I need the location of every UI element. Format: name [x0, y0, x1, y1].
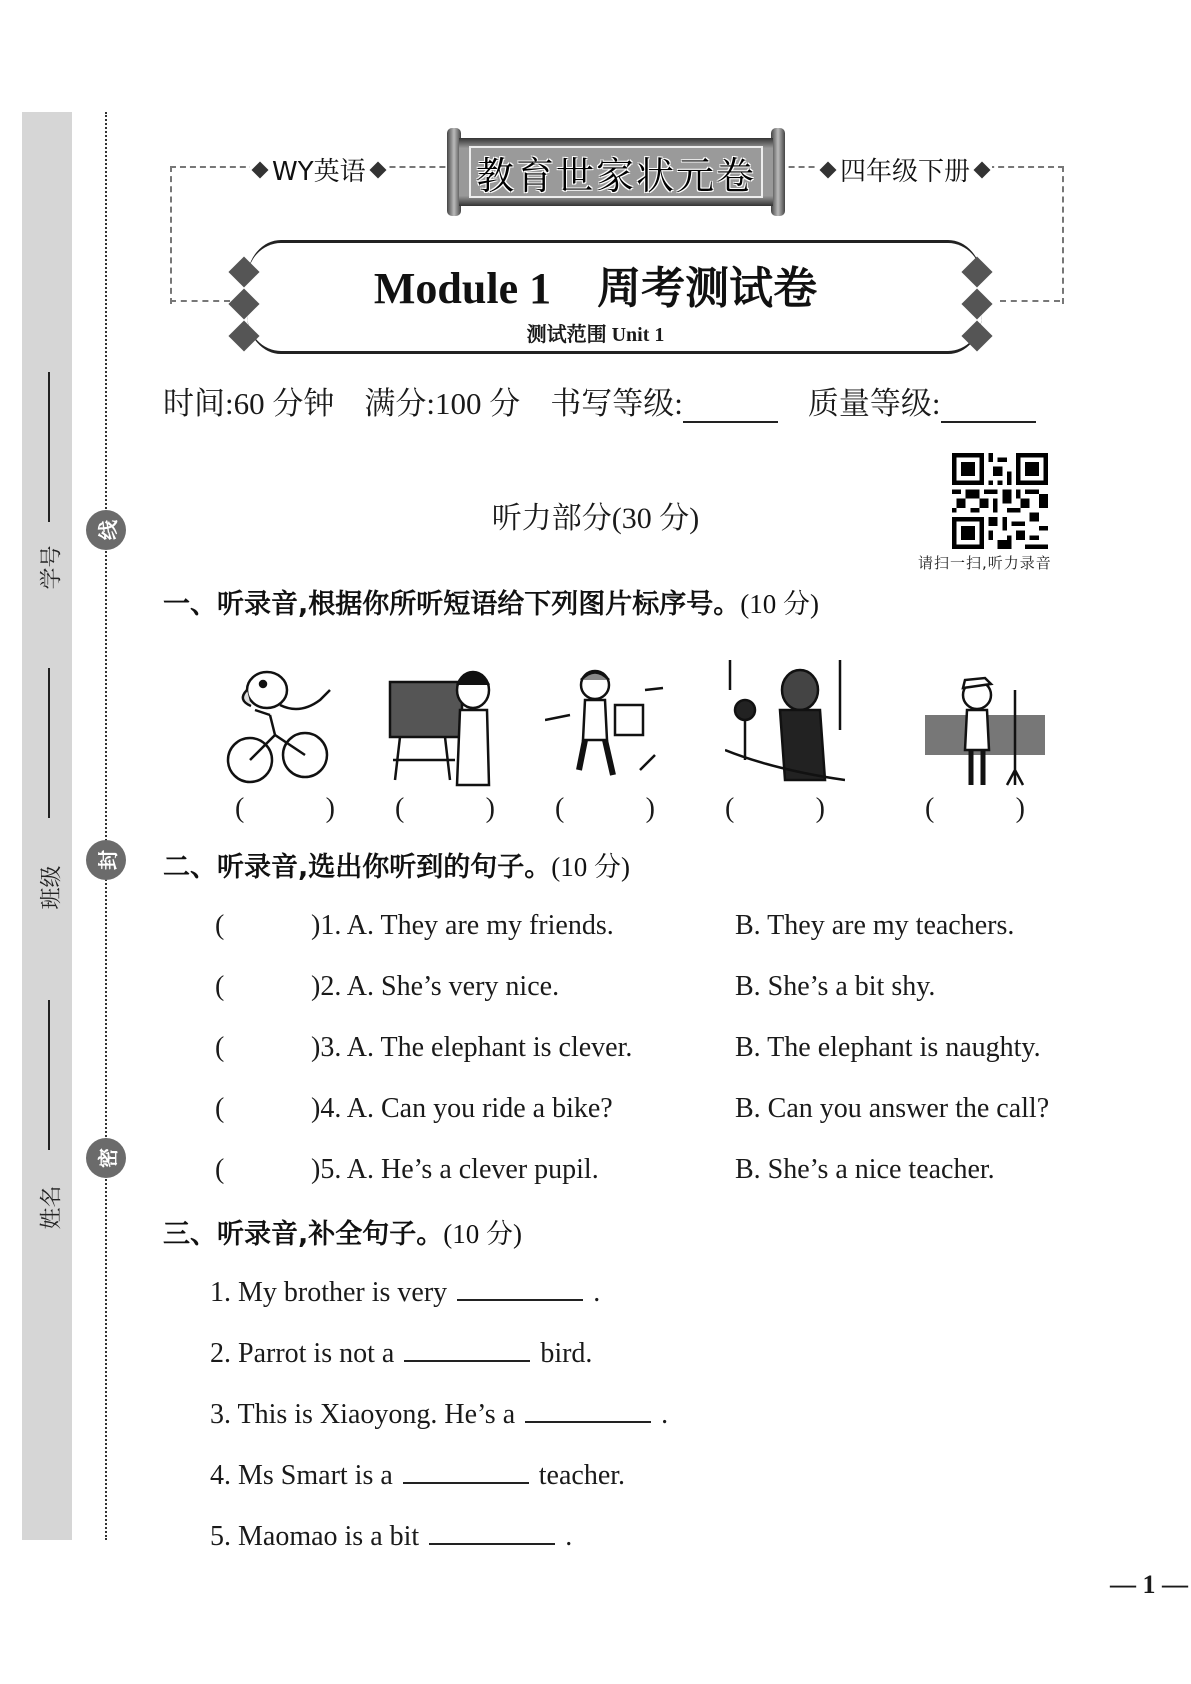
woman-answering-phone-picture	[725, 660, 845, 790]
brand-scroll	[447, 132, 785, 212]
boy-with-microphone-picture	[925, 660, 1045, 790]
answer-blank[interactable]	[457, 1275, 583, 1301]
listening-section-title: 听力部分(30 分)	[491, 502, 700, 535]
option-b: B. She’s a nice teacher.	[735, 1154, 995, 1185]
answer-paren-1[interactable]: ( )	[235, 793, 335, 824]
writing-grade: 书写等级:	[550, 378, 778, 423]
name-label: 姓名	[39, 1185, 65, 1230]
module-title-cn: 周考测试卷	[597, 263, 818, 314]
exam-info-row	[163, 378, 1036, 423]
class-label: 班级	[39, 865, 65, 910]
diamond-icon	[252, 161, 269, 178]
part1-pictures	[225, 660, 1075, 824]
option-a: )3. A. The elephant is clever.	[311, 1032, 633, 1063]
option-a: )4. A. Can you ride a bike?	[311, 1093, 613, 1124]
option-a: )5. A. He’s a clever pupil.	[311, 1154, 599, 1185]
answer-paren-4[interactable]: ( )	[725, 793, 825, 824]
parrot-riding-bike-picture	[225, 660, 345, 790]
diamond-icon	[369, 161, 386, 178]
option-b: B. Can you answer the call?	[735, 1093, 1050, 1124]
option-a: )1. A. They are my friends.	[311, 910, 614, 941]
answer-blank[interactable]	[403, 1458, 529, 1484]
scroll-body	[459, 138, 773, 206]
test-scope: 测试范围 Unit 1	[526, 324, 665, 346]
subject-label: WY英语	[272, 157, 366, 187]
cut-mark-feng: 封	[86, 840, 126, 880]
fill-question-1: 1. My brother is very .	[210, 1277, 601, 1308]
fill-question-2: 2. Parrot is not a bird.	[210, 1338, 593, 1369]
grade-tag	[818, 151, 992, 188]
cut-mark-mi: 密	[86, 1138, 126, 1178]
grade-label: 四年级下册	[840, 157, 971, 187]
fill-question-4: 4. Ms Smart is a teacher.	[210, 1460, 626, 1491]
name-line	[48, 1000, 50, 1150]
mc-question-2	[215, 971, 936, 1003]
fill-question-3: 3. This is Xiaoyong. He’s a .	[210, 1399, 669, 1430]
part3-heading: 三、听录音,补全句子。(10 分)	[163, 1219, 522, 1250]
part2-heading: 二、听录音,选出你听到的句子。(10 分)	[163, 852, 630, 883]
mc-question-5	[215, 1154, 995, 1186]
part1-heading: 一、听录音,根据你所听短语给下列图片标序号。(10 分)	[163, 589, 819, 620]
diamond-icon	[974, 161, 991, 178]
mc-question-3	[215, 1032, 1041, 1064]
answer-paren[interactable]: (	[215, 1154, 225, 1185]
option-b: B. They are my teachers.	[735, 910, 1015, 941]
answer-paren[interactable]: (	[215, 971, 225, 1002]
answer-paren[interactable]: (	[215, 1093, 225, 1124]
fill-question-5: 5. Maomao is a bit .	[210, 1521, 573, 1552]
answer-paren-2[interactable]: ( )	[395, 793, 495, 824]
answer-paren-5[interactable]: ( )	[925, 793, 1025, 824]
writing-grade-blank[interactable]	[683, 393, 778, 423]
brand-title: 教育世家状元卷	[475, 153, 756, 198]
scroll-rod-right	[771, 128, 785, 216]
full-score: 满分:100 分	[364, 386, 521, 421]
diamond-icon	[820, 161, 837, 178]
option-b: B. She’s a bit shy.	[735, 971, 936, 1002]
quality-grade-blank[interactable]	[941, 393, 1036, 423]
time-limit: 时间:60 分钟	[163, 386, 335, 421]
quality-grade: 质量等级:	[808, 378, 1036, 423]
page-number: — 1 —	[1110, 1570, 1188, 1599]
teacher-at-blackboard-picture	[385, 660, 505, 790]
mc-question-1	[215, 910, 1015, 942]
option-b: B. The elephant is naughty.	[735, 1032, 1041, 1063]
cut-mark-xian: 线	[86, 510, 126, 550]
student-id-label: 学号	[39, 545, 65, 590]
option-a: )2. A. She’s very nice.	[311, 971, 560, 1002]
answer-paren[interactable]: (	[215, 910, 225, 941]
module-title	[0, 252, 1191, 316]
mc-question-4	[215, 1093, 1050, 1125]
answer-paren[interactable]: (	[215, 1032, 225, 1063]
answer-blank[interactable]	[525, 1397, 651, 1423]
answer-blank[interactable]	[429, 1519, 555, 1545]
answer-blank[interactable]	[404, 1336, 530, 1362]
subject-tag	[250, 151, 388, 188]
module-title-en: Module 1	[373, 264, 552, 313]
answer-paren-3[interactable]: ( )	[555, 793, 655, 824]
class-line	[48, 668, 50, 818]
qr-caption: 请扫一扫,听力录音	[918, 554, 1052, 572]
cheering-girl-picture	[545, 660, 665, 790]
qr-code-icon[interactable]	[952, 453, 1048, 549]
